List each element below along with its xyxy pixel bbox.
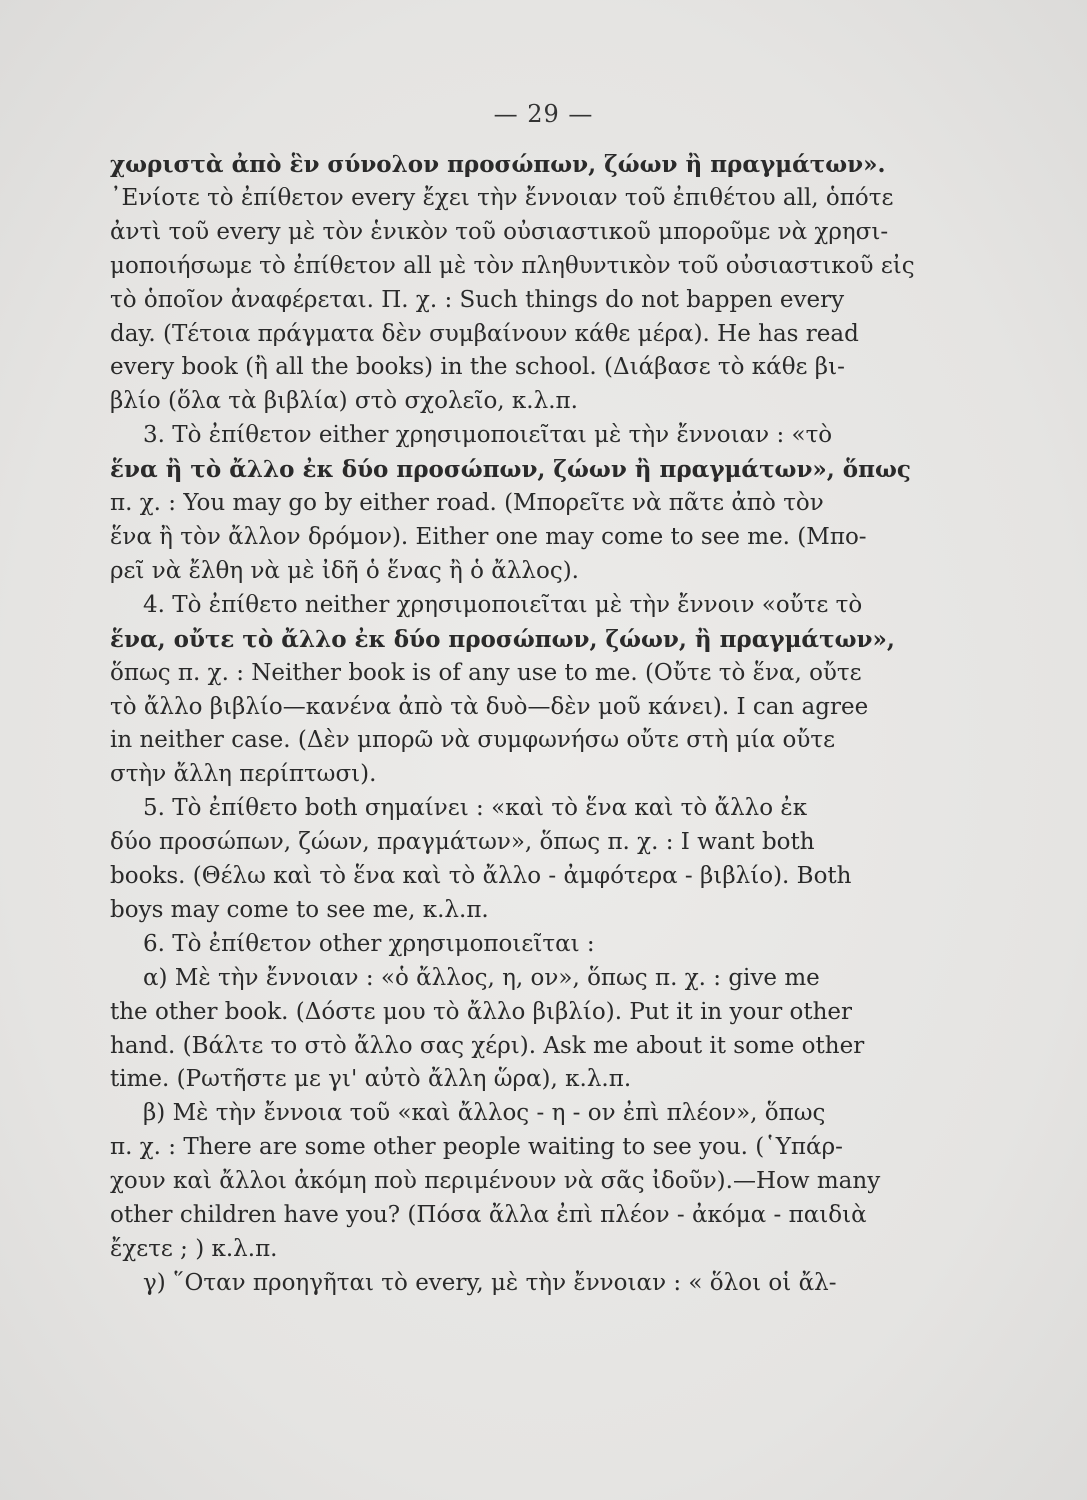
- text-line: ἕνα ἢ τὸ ἄλλο ἐκ δύο προσώπων, ζώων ἢ πραγμάτων», ὅπως: [110, 456, 911, 484]
- text-line: day. (Τέτοια πράγματα δὲν συμβαίνουν κάθε μέρα). He has read: [110, 320, 859, 347]
- text-line: ᾿Ενίοτε τὸ ἐπίθετον every ἔχει τὴν ἔννοιαν τοῦ ἐπιθέτου all, ὁπότε: [110, 184, 894, 211]
- text-line: τὸ ἄλλο βιβλίο—κανένα ἀπὸ τὰ δυὸ—δὲν μοῦ κάνει). I can agree: [110, 693, 869, 720]
- text-line: ρεῖ νὰ ἔλθη νὰ μὲ ἰδῆ ὁ ἕνας ἢ ὁ ἄλλος).: [110, 557, 579, 584]
- text-line: ἔχετε ; ) κ.λ.π.: [110, 1236, 278, 1262]
- text-line: α) Μὲ τὴν ἔννοιαν : «ὁ ἄλλος, η, ον», ὅπως π. χ. : give me: [143, 964, 820, 991]
- text-line: ὅπως π. χ. : Neither book is of any use to me. (Οὔτε τὸ ἕνα, οὔτε: [110, 659, 862, 686]
- text-line: books. (Θέλω καὶ τὸ ἕνα καὶ τὸ ἄλλο - ἀμφότερα - βιβλίο). Both: [110, 863, 852, 890]
- text-line: boys may come to see me, κ.λ.π.: [110, 896, 489, 923]
- text-line: ἀντὶ τοῦ every μὲ τὸν ἑνικὸν τοῦ οὐσιαστικοῦ μποροῦμε νὰ χρησι-: [110, 218, 889, 245]
- text-line: βλίο (ὅλα τὰ βιβλία) στὸ σχολεῖο, κ.λ.π.: [110, 388, 578, 415]
- text-line: 5. Τὸ ἐπίθετο both σημαίνει : «καὶ τὸ ἕνα καὶ τὸ ἄλλο ἐκ: [143, 795, 808, 822]
- text-line: δύο προσώπων, ζώων, πραγμάτων», ὅπως π. χ. : I want both: [110, 829, 815, 856]
- text-line: the other book. (Δόστε μου τὸ ἄλλο βιβλίο). Put it in your other: [110, 998, 853, 1025]
- text-line: every book (ἢ all the books) in the school. (Διάβασε τὸ κάθε βι-: [110, 354, 845, 381]
- text-line: time. (Ρωτῆστε με γι' αὐτὸ ἄλλη ὥρα), κ.λ.π.: [110, 1066, 632, 1093]
- text-line: 3. Τὸ ἐπίθετον either χρησιμοποιεῖται μὲ τὴν ἔννοιαν : «τὸ: [143, 422, 833, 449]
- text-line: 4. Τὸ ἐπίθετο neither χρησιμοποιεῖται μὲ τὴν ἔννοιν «οὔτε τὸ: [143, 591, 863, 618]
- text-line: β) Μὲ τὴν ἔννοια τοῦ «καὶ ἄλλος - η - ον ἐπὶ πλέον», ὅπως: [143, 1100, 826, 1127]
- text-line: other children have you? (Πόσα ἄλλα ἐπὶ πλέον - ἀκόμα - παιδιὰ: [110, 1202, 867, 1229]
- text-line: μοποιήσωμε τὸ ἐπίθετον all μὲ τὸν πληθυντικὸν τοῦ οὐσιαστικοῦ εἰς: [110, 252, 915, 279]
- body-text: [110, 148, 952, 1301]
- text-line: 6. Τὸ ἐπίθετον other χρησιμοποιεῖται :: [143, 930, 595, 957]
- text-line: ἕνα ἢ τὸν ἄλλον δρόμον). Either one may come to see me. (Μπο-: [110, 523, 867, 550]
- text-line: hand. (Βάλτε το στὸ ἄλλο σας χέρι). Ask me about it some other: [110, 1032, 865, 1059]
- text-line: ἕνα, οὔτε τὸ ἄλλο ἐκ δύο προσώπων, ζώων, ἢ πραγμάτων»,: [110, 625, 895, 653]
- text-line: χωριστὰ ἀπὸ ἓν σύνολον προσώπων, ζώων ἢ πραγμάτων».: [110, 151, 886, 178]
- text-line: in neither case. (Δὲν μπορῶ νὰ συμφωνήσω οὔτε στὴ μία οὔτε: [110, 727, 835, 754]
- text-line: γ) ῞Οταν προηγῆται τὸ every, μὲ τὴν ἔννοιαν : « ὅλοι οἱ ἄλ-: [143, 1269, 837, 1296]
- text-line: στὴν ἄλλη περίπτωσι).: [110, 761, 377, 788]
- text-line: χουν καὶ ἄλλοι ἀκόμη ποὺ περιμένουν νὰ σᾶς ἰδοῦν).—How many: [110, 1168, 881, 1195]
- page-number: — 29 —: [493, 100, 594, 128]
- text-line: π. χ. : You may go by either road. (Μπορεῖτε νὰ πᾶτε ἀπὸ τὸν: [110, 490, 824, 517]
- text-line: π. χ. : There are some other people waiting to see you. (῾Υπάρ-: [110, 1134, 843, 1161]
- text-line: τὸ ὁποῖον ἀναφέρεται. Π. χ. : Such things do not bappen every: [110, 286, 845, 313]
